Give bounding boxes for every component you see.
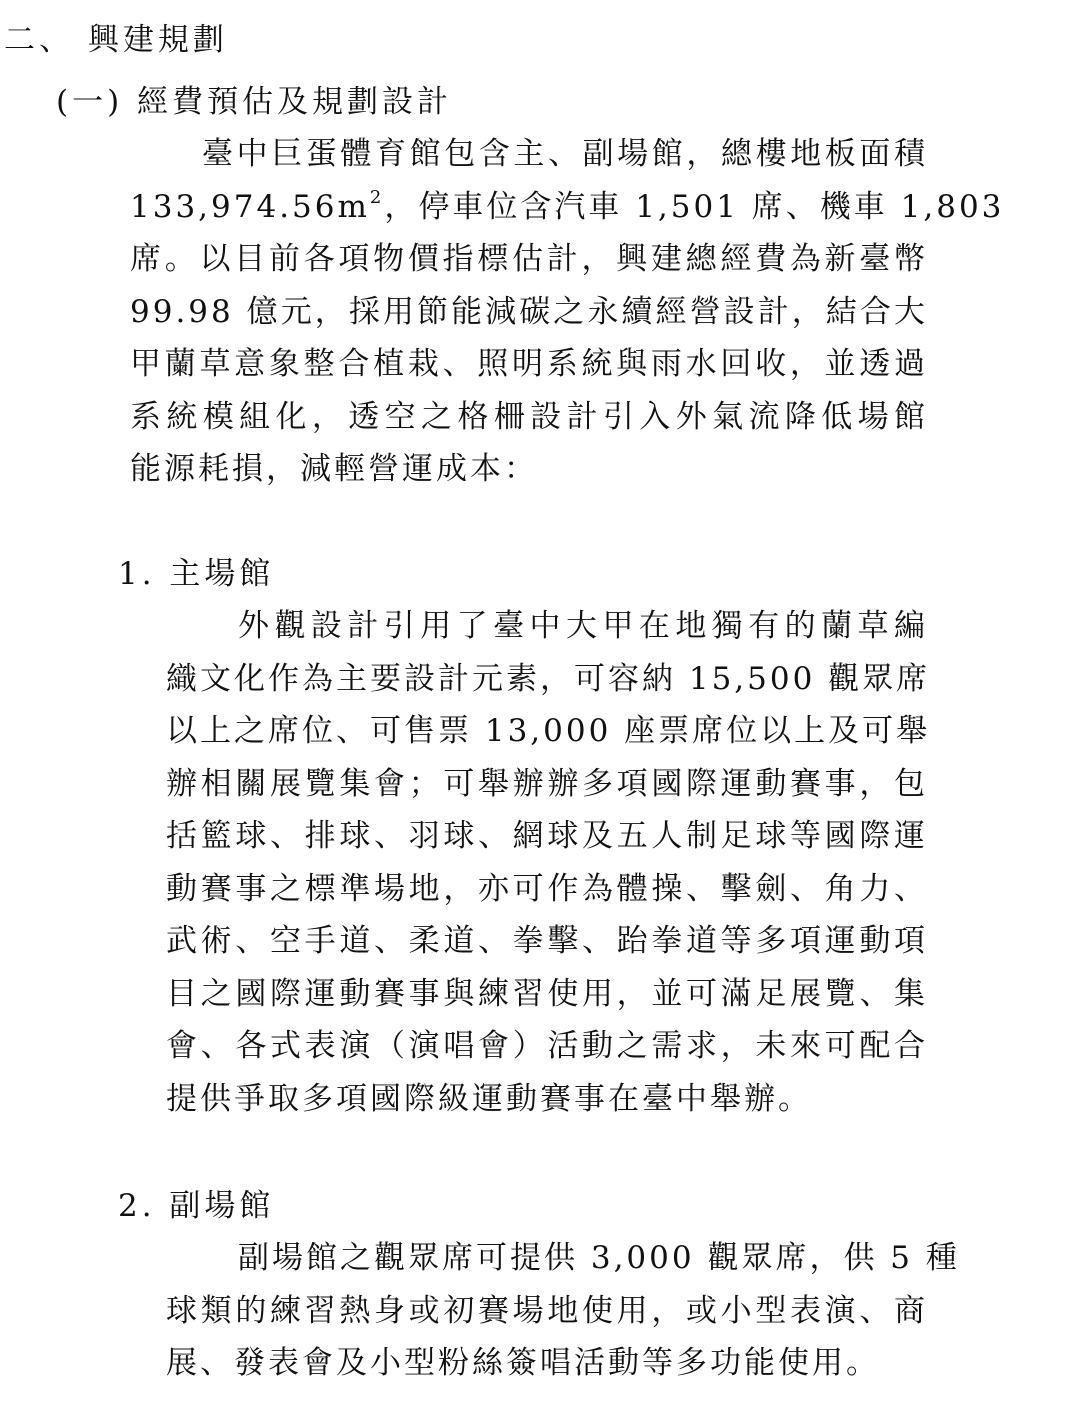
- intro-line: 能源耗損，減輕營運成本：: [130, 451, 538, 487]
- intro-line: 甲蘭草意象整合植栽、照明系統與雨水回收，並透過: [130, 346, 928, 382]
- floor-area-value: 133,974.56m: [130, 188, 370, 225]
- item-title-main-arena: 1. 主場館: [118, 556, 275, 592]
- parking-text: ，停車位含汽車 1,501 席、機車 1,803: [384, 188, 1005, 225]
- main-arena-line: 括籃球、排球、羽球、網球及五人制足球等國際運: [166, 818, 928, 854]
- main-arena-line: 目之國際運動賽事與練習使用，並可滿足展覽、集: [166, 975, 928, 1012]
- intro-line: 系統模組化，透空之格柵設計引入外氣流降低場館: [130, 398, 928, 435]
- area-unit-exponent: 2: [369, 187, 385, 209]
- main-arena-line: 辦相關展覽集會；可舉辦辦多項國際運動賽事，包: [166, 765, 928, 802]
- sub-arena-line: 球類的練習熱身或初賽場地使用，或小型表演、商: [166, 1292, 928, 1329]
- intro-paragraph: [130, 128, 1005, 496]
- main-arena-paragraph: [166, 600, 931, 1125]
- sub-arena-line: 副場館之觀眾席可提供 3,000 觀眾席，供 5 種: [238, 1240, 960, 1276]
- sub-arena-line: 展、發表會及小型粉絲簽唱活動等多功能使用。: [166, 1345, 880, 1381]
- main-arena-line: 會、各式表演（演唱會）活動之需求，未來可配合: [166, 1028, 928, 1064]
- intro-line: 臺中巨蛋體育館包含主、副場館，總樓地板面積: [202, 136, 928, 172]
- item-title-sub-arena: 2. 副場館: [118, 1188, 275, 1224]
- intro-line: 席。以目前各項物價指標估計，興建總經費為新臺幣: [130, 241, 928, 277]
- subsection-heading: (一) 經費預估及規劃設計: [56, 84, 453, 120]
- intro-line: 99.98 億元，採用節能減碳之永續經營設計，結合大: [130, 293, 928, 330]
- main-arena-line: 外觀設計引用了臺中大甲在地獨有的蘭草編: [238, 608, 928, 644]
- main-arena-line: 織文化作為主要設計元素，可容納 15,500 觀眾席: [166, 660, 931, 697]
- intro-line: [130, 181, 1005, 234]
- sub-arena-paragraph: [166, 1232, 960, 1390]
- main-arena-line: 提供爭取多項國際級運動賽事在臺中舉辦。: [166, 1080, 812, 1117]
- main-arena-line: 武術、空手道、柔道、拳擊、跆拳道等多項運動項: [166, 923, 928, 959]
- main-arena-line: 動賽事之標準場地，亦可作為體操、擊劍、角力、: [166, 870, 928, 907]
- section-heading: 二、 興建規劃: [4, 22, 228, 58]
- main-arena-line: 以上之席位、可售票 13,000 座票席位以上及可舉: [166, 713, 931, 749]
